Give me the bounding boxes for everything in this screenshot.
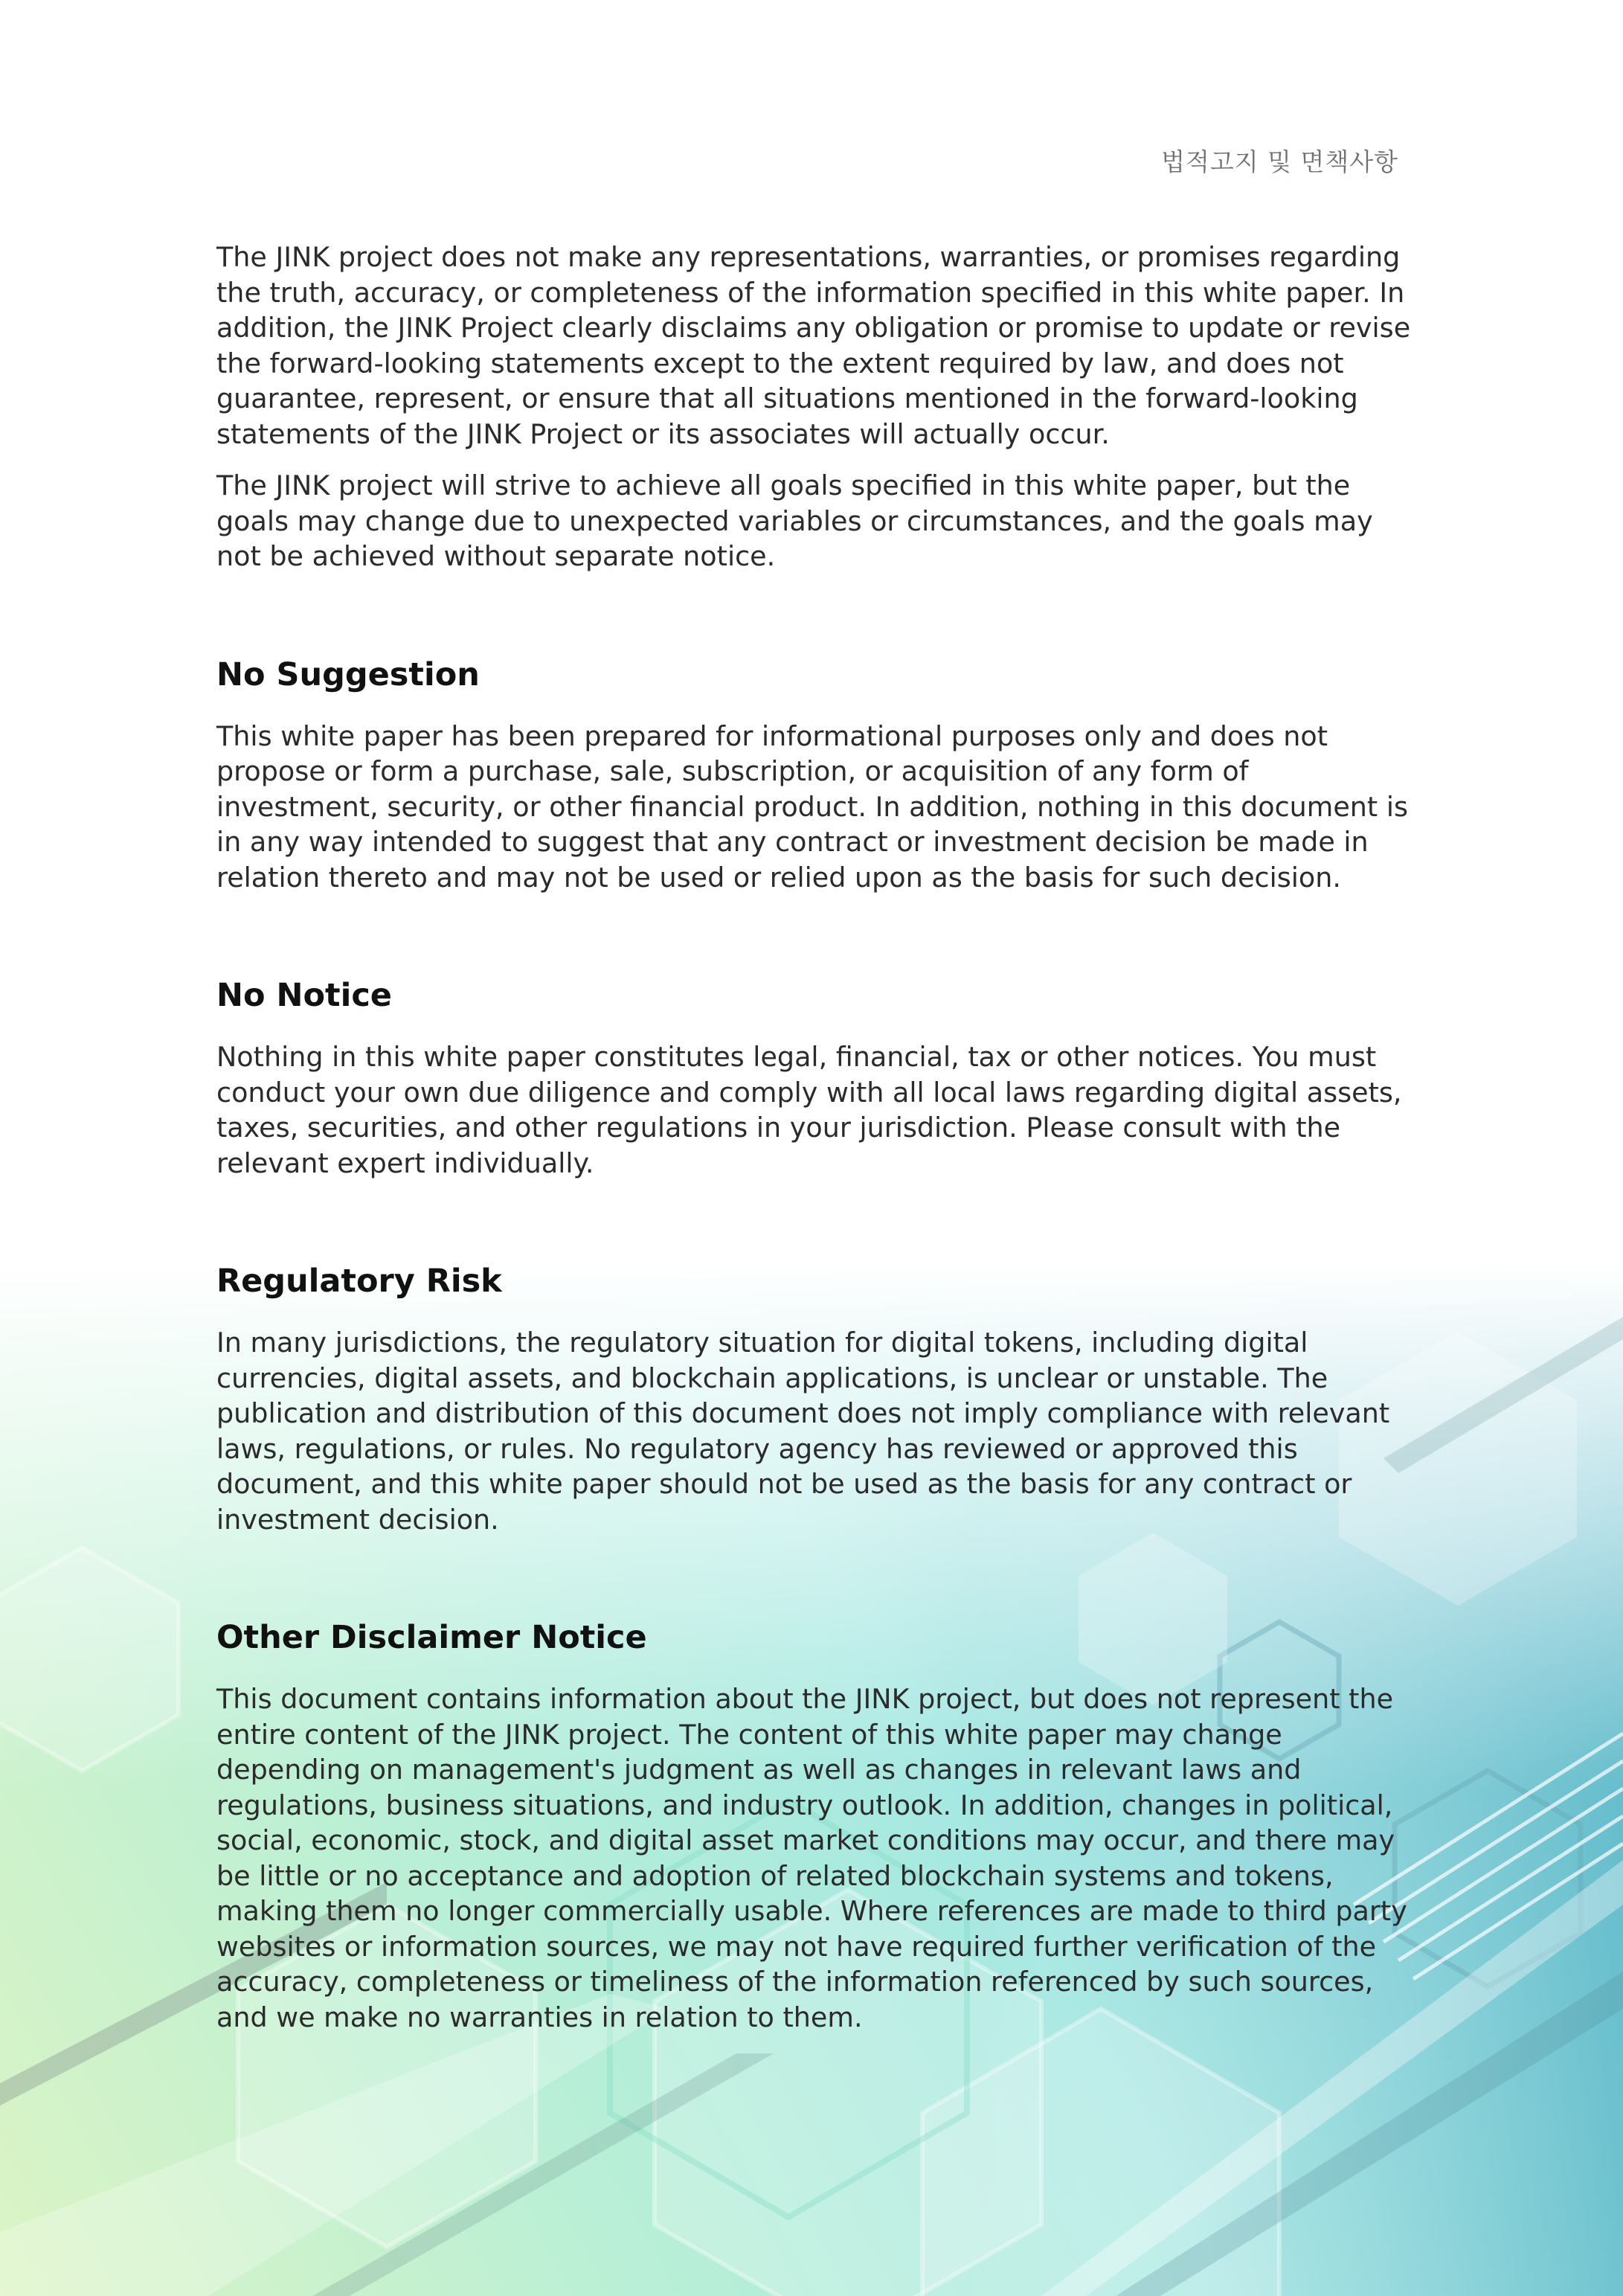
intro-paragraph: The JINK project will strive to achieve all goals specified in this white paper, but the goals may change due to unexpected variables or circumstances, and the goals may not be achieved without separate notice. [216, 469, 1373, 572]
page-header-title: 법적고지 및 면책사항 [1161, 147, 1398, 176]
section-body: This document contains information about the JINK project, but does not represent the entire content of the JINK project. The content of this white paper may change depending on management's judgment as well as changes in relevant laws and regulations, business situations, and industry outlook. In addition, changes in political, social, economic, stock, and digital asset market conditions may occur, and there may be little or no acceptance and adoption of related blockchain systems and tokens, making them no longer commercially usable. Where references are made to third party websites or information sources, we may not have required further verification of the accuracy, completeness or timeliness of the information referenced by such sources, and we make no warranties in relation to them. [216, 1683, 1407, 2033]
document-body [216, 240, 1414, 2051]
section-body: In many jurisdictions, the regulatory situation for digital tokens, including digital currencies, digital assets, and blockchain applications, is unclear or unstable. The publication and distribution of this document does not imply compliance with relevant laws, regulations, or rules. No regulatory agency has reviewed or approved this document, and this white paper should not be used as the basis for any contract or investment decision. [216, 1327, 1390, 1536]
intro-paragraph: The JINK project does not make any representations, warranties, or promises regarding the truth, accuracy, or completeness of the information specified in this white paper. In addition, the JINK Project clearly disclaims any obligation or promise to update or revise the forward-looking statements except to the extent required by law, and does not guarantee, represent, or ensure that all situations mentioned in the forward-looking statements of the JINK Project or its associates will actually occur. [216, 241, 1411, 450]
section-other-disclaimer [216, 1619, 1414, 2035]
section-title: No Suggestion [216, 655, 480, 693]
section-regulatory-risk [216, 1263, 1414, 1537]
section-body: This white paper has been prepared for informational purposes only and does not propose or form a purchase, sale, subscription, or acquisition of any form of investment, security, or other financial product. In addition, nothing in this document is in any way intended to suggest that any contract or investment decision be made in relation thereto and may not be used or relied upon as the basis for such decision. [216, 719, 1408, 894]
section-title: Regulatory Risk [216, 1263, 502, 1300]
section-no-notice [216, 977, 1414, 1181]
section-title: No Notice [216, 977, 392, 1014]
intro-block [216, 240, 1414, 574]
section-no-suggestion [216, 656, 1414, 896]
section-body: Nothing in this white paper constitutes legal, financial, tax or other notices. You must conduct your own due diligence and comply with all local laws regarding digital assets, taxes, securities, and other regulations in your jurisdiction. Please consult with the relevant expert individually. [216, 1041, 1402, 1179]
section-title: Other Disclaimer Notice [216, 1619, 647, 1656]
